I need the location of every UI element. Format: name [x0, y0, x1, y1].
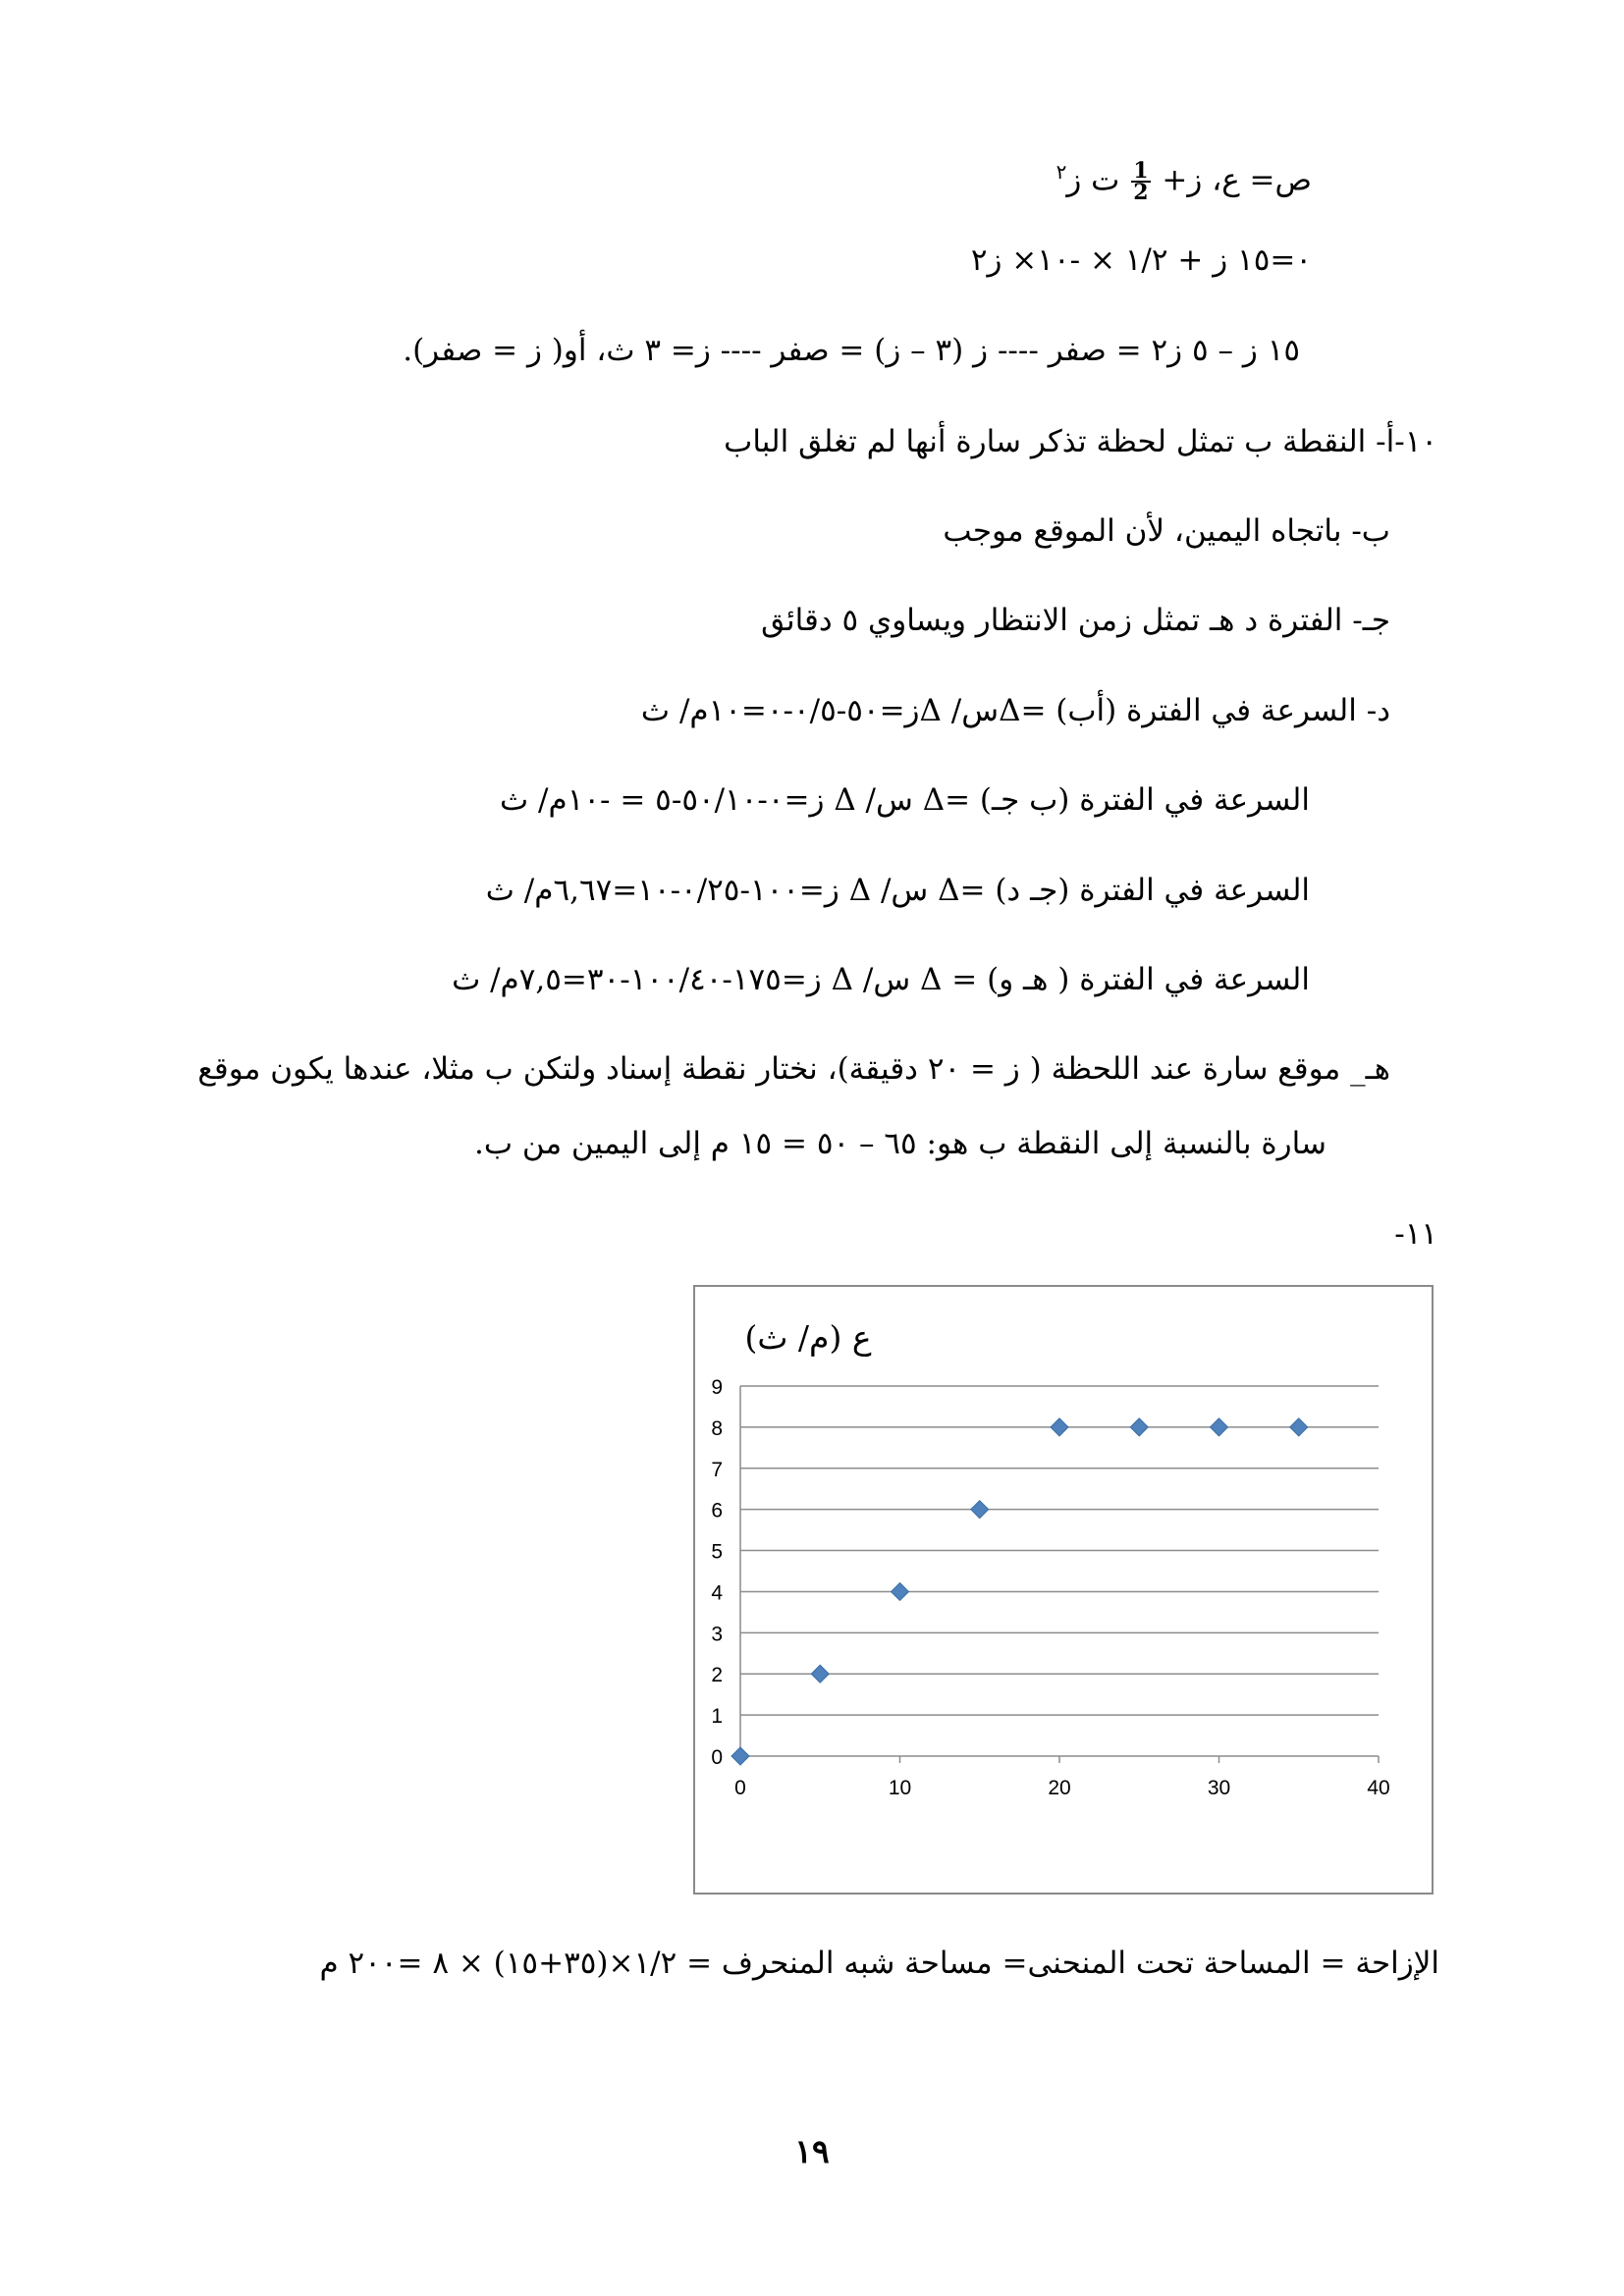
x-tick-label-0: 0	[734, 1777, 746, 1799]
y-tick-label-8: 8	[711, 1416, 723, 1440]
fraction-numerator: 1	[1133, 157, 1149, 184]
question-11-label: ١١-	[1394, 1216, 1437, 1252]
page-number: ١٩	[794, 2132, 830, 2170]
x-tick-label-20: 20	[1048, 1777, 1071, 1799]
speed-ef: السرعة في الفترة ( هـ و) = Δ س/ Δ ز=١٧٥-١٠٠/٤٠-٣٠=٧,٥م/ ث	[452, 962, 1310, 997]
data-point-3	[971, 1501, 989, 1519]
formula-part-1: ص= ع، ز+	[1162, 162, 1312, 198]
formula-substitution: ٠=١٥ ز + ١/٢ × -١٠× ز٢	[970, 242, 1312, 278]
answer-10-d: د- السرعة في الفترة (أب) =Δس/ Δز=٥٠-٠/٥-٠=١٠م/ ث	[640, 693, 1390, 728]
chart-svg	[695, 1287, 1432, 1893]
chart-axes	[740, 1386, 1379, 1763]
formula-part-2: ت ز	[1066, 162, 1120, 198]
x-tick-label-40: 40	[1367, 1777, 1390, 1799]
formula-solution: ١٥ ز – ٥ ز٢ = صفر ---- ز (٣ – ز) = صفر ---- ز= ٣ ث، أو( ز = صفر).	[403, 333, 1300, 368]
y-tick-label-6: 6	[711, 1499, 723, 1522]
y-tick-label-2: 2	[711, 1664, 723, 1687]
x-tick-label-10: 10	[888, 1777, 912, 1799]
formula-superscript: ٢	[1056, 160, 1067, 184]
formula-position	[1056, 152, 1312, 205]
speed-cd: السرعة في الفترة (جـ د) =Δ س/ Δ ز=١٠٠-٠/٢٥-١٠=٦,٦٧م/ ث	[485, 873, 1310, 908]
data-point-7	[1290, 1418, 1308, 1436]
x-tick-label-30: 30	[1207, 1777, 1231, 1799]
chart-tick-labels	[711, 1376, 1389, 1799]
chart-y-axis-label: ع (م/ ث)	[744, 1318, 872, 1357]
data-point-5	[1130, 1418, 1148, 1436]
data-point-2	[892, 1582, 909, 1600]
y-tick-label-9: 9	[711, 1376, 723, 1399]
answer-10-a: ١٠-أ- النقطة ب تمثل لحظة تذكر سارة أنها لم تغلق الباب	[724, 424, 1437, 459]
velocity-time-chart	[693, 1285, 1434, 1895]
y-tick-label-3: 3	[711, 1623, 723, 1646]
answer-10-c: جـ- الفترة د هـ تمثل زمن الانتظار ويساوي ٥ دقائق	[761, 603, 1390, 638]
displacement-result: الإزاحة = المساحة تحت المنحنى= مساحة شبه المنحرف = ١/٢×(٣٥+١٥) × ٨ =٢٠٠ م	[319, 1946, 1439, 1981]
speed-bc: السرعة في الفترة (ب جـ) =Δ س/ Δ ز=٠-٥٠/١٠-٥ = -١٠م/ ث	[500, 782, 1310, 818]
data-point-0	[731, 1747, 749, 1765]
y-tick-label-1: 1	[711, 1705, 723, 1729]
fraction-denominator: 2	[1133, 179, 1149, 205]
answer-10-b: ب- باتجاه اليمين، لأن الموقع موجب	[943, 513, 1390, 549]
y-tick-label-5: 5	[711, 1540, 723, 1564]
formula-fraction	[1131, 157, 1150, 205]
data-point-6	[1211, 1418, 1228, 1436]
data-point-1	[811, 1665, 829, 1682]
y-tick-label-4: 4	[711, 1581, 723, 1605]
data-point-4	[1051, 1418, 1068, 1436]
y-tick-label-0: 0	[711, 1746, 723, 1769]
answer-10-e-continued: سارة بالنسبة إلى النقطة ب هو: ٦٥ – ٥٠ = ١٥ م إلى اليمين من ب.	[473, 1126, 1326, 1161]
answer-10-e: هـ_ موقع سارة عند اللحظة ( ز = ٢٠ دقيقة)، نختار نقطة إسناد ولتكن ب مثلا، عندها يكون موقع	[197, 1051, 1390, 1087]
y-tick-label-7: 7	[711, 1458, 723, 1481]
